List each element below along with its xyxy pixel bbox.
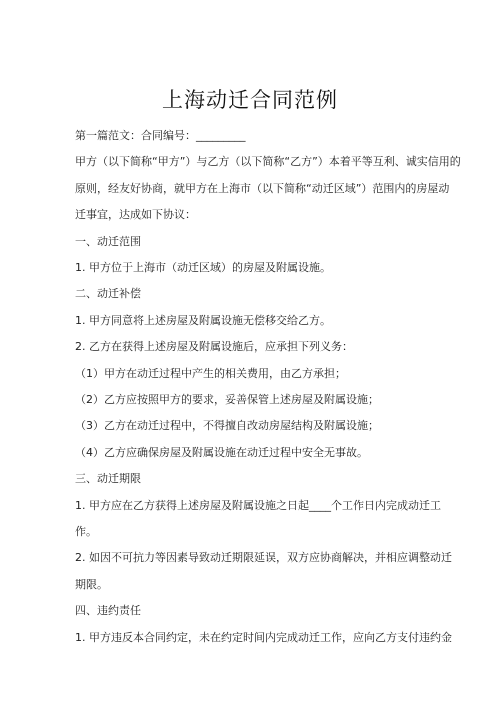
section-heading: 四、违约责任 (75, 604, 141, 617)
section-heading: 二、动迁补偿 (75, 287, 141, 300)
clause-line: 1. 甲方位于上海市（动迁区域）的房屋及附属设施。 (75, 261, 331, 274)
clause-line: 1. 甲方违反本合同约定，未在约定时间内完成动迁工作，应向乙方支付违约金 (75, 631, 452, 644)
sub-clause-line: （3）乙方在动迁过程中，不得擅自改动房屋结构及附属设施； (75, 419, 379, 432)
paragraph-line: 迁事宜，达成如下协议： (75, 208, 196, 221)
document-title: 上海动迁合同范例 (162, 88, 338, 112)
sub-clause-line: （1）甲方在动迁过程中产生的相关费用，由乙方承担； (75, 367, 346, 380)
section-heading: 三、动迁期限 (75, 472, 141, 485)
clause-line: 2. 如因不可抗力等因素导致动迁期限延误，双方应协商解决，并相应调整动迁 (75, 551, 452, 564)
section-heading: 一、动迁范围 (75, 235, 141, 248)
contract-number-line: 第一篇范文：合同编号：_________ (75, 129, 246, 142)
paragraph-line: 甲方（以下简称“甲方”）与乙方（以下简称“乙方”）本着平等互利、诚实信用的 (75, 155, 461, 168)
clause-line: 期限。 (75, 578, 108, 591)
clause-line: 2. 乙方在获得上述房屋及附属设施后，应承担下列义务： (75, 340, 353, 353)
clause-line: 1. 甲方同意将上述房屋及附属设施无偿移交给乙方。 (75, 314, 331, 327)
clause-line: 作。 (75, 525, 97, 538)
clause-line: 1. 甲方应在乙方获得上述房屋及附属设施之日起____个工作日内完成动迁工 (75, 499, 441, 512)
sub-clause-line: （2）乙方应按照甲方的要求，妥善保管上述房屋及附属设施； (75, 393, 379, 406)
paragraph-line: 原则，经友好协商，就甲方在上海市（以下简称“动迁区域”）范围内的房屋动 (75, 182, 450, 195)
sub-clause-line: （4）乙方应确保房屋及附属设施在动迁过程中安全无事故。 (75, 446, 368, 459)
